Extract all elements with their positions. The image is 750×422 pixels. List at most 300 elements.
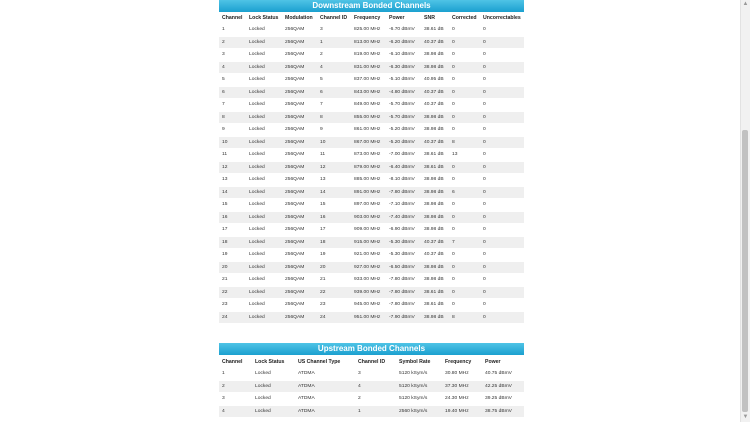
table-cell: 0	[449, 211, 480, 224]
table-cell: 7	[317, 99, 351, 112]
scroll-up-arrow-icon[interactable]: ▲	[742, 1, 749, 7]
table-cell: 0	[480, 36, 524, 49]
upstream-body	[219, 368, 524, 418]
table-cell: 945.00 MHz	[351, 299, 386, 312]
table-row	[219, 236, 524, 249]
table-cell: -7.80 dBmV	[386, 274, 421, 287]
table-cell: 1	[219, 368, 252, 380]
table-cell: 7	[219, 99, 246, 112]
table-cell: 873.00 MHz	[351, 149, 386, 162]
table-cell: Locked	[246, 99, 282, 112]
table-cell: 8	[317, 111, 351, 124]
table-cell: 0	[449, 199, 480, 212]
table-cell: 813.00 MHz	[351, 36, 386, 49]
table-cell: 256QAM	[282, 24, 317, 36]
table-cell: 256QAM	[282, 111, 317, 124]
table-cell: 0	[449, 261, 480, 274]
table-cell: 19.40 MHz	[442, 405, 482, 418]
table-cell: 2	[355, 393, 396, 406]
table-cell: -5.20 dBmV	[386, 124, 421, 137]
table-cell: 42.25 dBmV	[482, 380, 524, 393]
table-cell: 909.00 MHz	[351, 224, 386, 237]
table-cell: 30.80 MHz	[442, 368, 482, 380]
table-cell: 256QAM	[282, 61, 317, 74]
table-cell: 19	[317, 249, 351, 262]
table-row	[219, 199, 524, 212]
table-cell: 0	[449, 49, 480, 62]
table-cell: 40.75 dBmV	[482, 368, 524, 380]
table-cell: 256QAM	[282, 186, 317, 199]
table-cell: 38.98 dB	[421, 211, 449, 224]
table-cell: 1	[317, 36, 351, 49]
table-cell: 256QAM	[282, 49, 317, 62]
table-cell: 256QAM	[282, 149, 317, 162]
table-cell: 15	[317, 199, 351, 212]
table-cell: 0	[480, 274, 524, 287]
table-cell: 22	[219, 286, 246, 299]
table-cell: 0	[480, 24, 524, 36]
table-cell: 0	[449, 36, 480, 49]
table-cell: 849.00 MHz	[351, 99, 386, 112]
table-row	[219, 149, 524, 162]
table-row	[219, 99, 524, 112]
table-row	[219, 124, 524, 137]
table-cell: 897.00 MHz	[351, 199, 386, 212]
table-cell: -8.10 dBmV	[386, 174, 421, 187]
table-cell: 38.61 dB	[421, 24, 449, 36]
table-cell: 256QAM	[282, 174, 317, 187]
ds-column-header: Power	[386, 12, 421, 24]
table-cell: 18	[317, 236, 351, 249]
table-row	[219, 24, 524, 36]
table-cell: 256QAM	[282, 286, 317, 299]
us-column-header: Channel	[219, 355, 252, 368]
table-cell: 256QAM	[282, 311, 317, 324]
us-column-header: US Channel Type	[295, 355, 355, 368]
table-cell: 12	[317, 161, 351, 174]
table-cell: 256QAM	[282, 299, 317, 312]
table-cell: 0	[449, 224, 480, 237]
table-cell: 8	[449, 136, 480, 149]
us-column-header: Symbol Rate	[396, 355, 442, 368]
table-cell: -5.10 dBmV	[386, 74, 421, 87]
table-row	[219, 136, 524, 149]
table-cell: 16	[317, 211, 351, 224]
table-cell: 8	[219, 111, 246, 124]
table-row	[219, 224, 524, 237]
table-cell: 0	[480, 261, 524, 274]
table-cell: 40.95 dB	[421, 74, 449, 87]
table-cell: 8	[449, 311, 480, 324]
table-cell: 256QAM	[282, 199, 317, 212]
table-cell: 0	[480, 99, 524, 112]
table-cell: 2	[219, 36, 246, 49]
table-cell: 38.61 dB	[421, 299, 449, 312]
table-cell: 825.00 MHz	[351, 24, 386, 36]
table-row	[219, 211, 524, 224]
table-cell: 40.37 dB	[421, 249, 449, 262]
table-cell: 0	[449, 286, 480, 299]
table-cell: 933.00 MHz	[351, 274, 386, 287]
table-cell: 38.98 dB	[421, 174, 449, 187]
table-cell: Locked	[252, 393, 295, 406]
table-cell: 11	[219, 149, 246, 162]
ds-column-header: Uncorrectables	[480, 12, 524, 24]
table-cell: 256QAM	[282, 99, 317, 112]
table-cell: 38.98 dB	[421, 124, 449, 137]
table-cell: 0	[480, 249, 524, 262]
table-cell: 40.37 dB	[421, 136, 449, 149]
table-cell: Locked	[246, 161, 282, 174]
table-cell: 4	[355, 380, 396, 393]
table-cell: 256QAM	[282, 124, 317, 137]
table-cell: Locked	[252, 405, 295, 418]
table-cell: 885.00 MHz	[351, 174, 386, 187]
table-cell: -7.00 dBmV	[386, 149, 421, 162]
table-cell: 831.00 MHz	[351, 61, 386, 74]
table-cell: 11	[317, 149, 351, 162]
table-cell: Locked	[246, 49, 282, 62]
table-cell: 12	[219, 161, 246, 174]
table-cell: 13	[449, 149, 480, 162]
table-cell: 38.61 dB	[421, 286, 449, 299]
table-cell: 256QAM	[282, 224, 317, 237]
table-cell: 15	[219, 199, 246, 212]
table-cell: 14	[317, 186, 351, 199]
us-column-header: Frequency	[442, 355, 482, 368]
table-cell: 951.00 MHz	[351, 311, 386, 324]
table-cell: 38.98 dB	[421, 111, 449, 124]
table-cell: 2560 kSym/s	[396, 405, 442, 418]
table-cell: -6.20 dBmV	[386, 36, 421, 49]
table-cell: Locked	[246, 236, 282, 249]
table-cell: 256QAM	[282, 136, 317, 149]
table-cell: -6.50 dBmV	[386, 261, 421, 274]
table-cell: -5.70 dBmV	[386, 111, 421, 124]
table-row	[219, 186, 524, 199]
table-cell: 256QAM	[282, 36, 317, 49]
table-cell: Locked	[246, 261, 282, 274]
table-cell: 4	[219, 61, 246, 74]
table-cell: 0	[480, 199, 524, 212]
table-cell: 256QAM	[282, 249, 317, 262]
table-cell: 0	[480, 299, 524, 312]
table-row	[219, 311, 524, 324]
table-cell: 0	[480, 161, 524, 174]
table-cell: 10	[219, 136, 246, 149]
table-row	[219, 161, 524, 174]
table-cell: 0	[449, 99, 480, 112]
table-cell: 21	[219, 274, 246, 287]
table-cell: 38.98 dB	[421, 49, 449, 62]
ds-column-header: Lock Status	[246, 12, 282, 24]
table-cell: 38.98 dB	[421, 261, 449, 274]
table-cell: 38.61 dB	[421, 161, 449, 174]
table-cell: 38.75 dBmV	[482, 405, 524, 418]
ds-column-header: SNR	[421, 12, 449, 24]
table-cell: 0	[449, 124, 480, 137]
table-cell: 5120 kSym/s	[396, 393, 442, 406]
table-cell: 1	[219, 24, 246, 36]
table-cell: 23	[317, 299, 351, 312]
table-cell: 40.37 dB	[421, 99, 449, 112]
vertical-scrollbar[interactable]	[740, 0, 750, 422]
table-cell: Locked	[246, 111, 282, 124]
table-cell: -7.90 dBmV	[386, 311, 421, 324]
table-cell: 38.98 dB	[421, 61, 449, 74]
table-cell: 256QAM	[282, 274, 317, 287]
table-cell: Locked	[246, 24, 282, 36]
table-cell: 256QAM	[282, 236, 317, 249]
table-cell: 17	[317, 224, 351, 237]
table-cell: 0	[480, 186, 524, 199]
table-cell: 23	[219, 299, 246, 312]
ds-column-header: Channel	[219, 12, 246, 24]
table-row	[219, 61, 524, 74]
table-cell: Locked	[246, 74, 282, 87]
table-cell: Locked	[246, 211, 282, 224]
table-row	[219, 368, 524, 380]
table-cell: 256QAM	[282, 86, 317, 99]
table-cell: 0	[449, 86, 480, 99]
table-cell: 3	[317, 24, 351, 36]
table-cell: 6	[317, 86, 351, 99]
upstream-header-row	[219, 355, 524, 368]
table-cell: -7.80 dBmV	[386, 286, 421, 299]
table-cell: 903.00 MHz	[351, 211, 386, 224]
table-cell: 0	[480, 111, 524, 124]
table-cell: -7.80 dBmV	[386, 186, 421, 199]
table-cell: 10	[317, 136, 351, 149]
table-cell: 6	[449, 186, 480, 199]
table-cell: -6.90 dBmV	[386, 224, 421, 237]
table-cell: 38.98 dB	[421, 199, 449, 212]
table-cell: 22	[317, 286, 351, 299]
table-cell: Locked	[246, 224, 282, 237]
table-row	[219, 405, 524, 418]
table-cell: -6.30 dBmV	[386, 61, 421, 74]
table-cell: 13	[219, 174, 246, 187]
table-cell: 855.00 MHz	[351, 111, 386, 124]
table-cell: -5.20 dBmV	[386, 136, 421, 149]
table-row	[219, 380, 524, 393]
table-cell: 0	[480, 124, 524, 137]
ds-column-header: Frequency	[351, 12, 386, 24]
table-cell: Locked	[246, 299, 282, 312]
table-cell: Locked	[246, 174, 282, 187]
table-cell: 4	[317, 61, 351, 74]
table-row	[219, 174, 524, 187]
table-cell: 915.00 MHz	[351, 236, 386, 249]
table-cell: Locked	[246, 124, 282, 137]
table-cell: 0	[449, 299, 480, 312]
table-cell: 37.30 MHz	[442, 380, 482, 393]
table-cell: 927.00 MHz	[351, 261, 386, 274]
table-cell: 0	[480, 286, 524, 299]
table-row	[219, 393, 524, 406]
table-row	[219, 49, 524, 62]
table-cell: 24.30 MHz	[442, 393, 482, 406]
table-cell: Locked	[246, 136, 282, 149]
downstream-body	[219, 24, 524, 324]
table-cell: Locked	[246, 36, 282, 49]
table-cell: ATDMA	[295, 368, 355, 380]
table-cell: 2	[317, 49, 351, 62]
table-cell: Locked	[246, 286, 282, 299]
table-cell: ATDMA	[295, 405, 355, 418]
table-cell: Locked	[246, 149, 282, 162]
table-cell: -4.80 dBmV	[386, 86, 421, 99]
table-cell: 14	[219, 186, 246, 199]
table-cell: 24	[317, 311, 351, 324]
table-row	[219, 261, 524, 274]
downstream-header-row	[219, 12, 524, 24]
scrollbar-thumb[interactable]	[742, 130, 748, 412]
table-cell: 6	[219, 86, 246, 99]
table-cell: ATDMA	[295, 380, 355, 393]
table-cell: 891.00 MHz	[351, 186, 386, 199]
ds-column-header: Modulation	[282, 12, 317, 24]
ds-column-header: Corrected	[449, 12, 480, 24]
table-cell: 9	[219, 124, 246, 137]
table-row	[219, 249, 524, 262]
table-cell: Locked	[246, 186, 282, 199]
table-cell: Locked	[252, 368, 295, 380]
table-cell: -6.40 dBmV	[386, 161, 421, 174]
table-cell: 843.00 MHz	[351, 86, 386, 99]
table-cell: 256QAM	[282, 74, 317, 87]
table-cell: 861.00 MHz	[351, 124, 386, 137]
table-cell: 17	[219, 224, 246, 237]
table-cell: -7.40 dBmV	[386, 211, 421, 224]
table-cell: 40.37 dB	[421, 86, 449, 99]
table-cell: Locked	[246, 199, 282, 212]
upstream-table	[219, 355, 524, 418]
table-cell: 1	[355, 405, 396, 418]
table-cell: 0	[480, 211, 524, 224]
table-row	[219, 274, 524, 287]
table-cell: 40.37 dB	[421, 36, 449, 49]
table-cell: -5.70 dBmV	[386, 99, 421, 112]
table-cell: 39.25 dBmV	[482, 393, 524, 406]
table-cell: 38.98 dB	[421, 274, 449, 287]
table-cell: 0	[480, 86, 524, 99]
table-cell: 939.00 MHz	[351, 286, 386, 299]
table-cell: 2	[219, 380, 252, 393]
upstream-title: Upstream Bonded Channels	[219, 343, 524, 355]
table-cell: 256QAM	[282, 261, 317, 274]
table-cell: 0	[480, 136, 524, 149]
downstream-table	[219, 12, 524, 324]
table-cell: 24	[219, 311, 246, 324]
table-cell: 5	[317, 74, 351, 87]
table-cell: 0	[449, 274, 480, 287]
table-cell: 3	[219, 49, 246, 62]
table-cell: ATDMA	[295, 393, 355, 406]
us-column-header: Channel ID	[355, 355, 396, 368]
table-cell: 5120 kSym/s	[396, 368, 442, 380]
table-cell: 9	[317, 124, 351, 137]
table-cell: 0	[480, 224, 524, 237]
table-cell: 18	[219, 236, 246, 249]
table-cell: 3	[355, 368, 396, 380]
table-cell: 13	[317, 174, 351, 187]
table-cell: -5.30 dBmV	[386, 249, 421, 262]
table-cell: Locked	[246, 311, 282, 324]
downstream-title: Downstream Bonded Channels	[219, 0, 524, 12]
table-cell: 0	[480, 49, 524, 62]
table-cell: 0	[480, 236, 524, 249]
table-row	[219, 74, 524, 87]
table-cell: 5	[219, 74, 246, 87]
table-cell: 921.00 MHz	[351, 249, 386, 262]
table-cell: 38.61 dB	[421, 149, 449, 162]
table-cell: Locked	[252, 380, 295, 393]
table-cell: 837.00 MHz	[351, 74, 386, 87]
table-row	[219, 111, 524, 124]
table-cell: 867.00 MHz	[351, 136, 386, 149]
table-cell: -7.10 dBmV	[386, 199, 421, 212]
us-column-header: Power	[482, 355, 524, 368]
scroll-down-arrow-icon[interactable]: ▼	[742, 414, 749, 420]
table-cell: 5120 kSym/s	[396, 380, 442, 393]
ds-column-header: Channel ID	[317, 12, 351, 24]
table-cell: 40.37 dB	[421, 236, 449, 249]
table-cell: Locked	[246, 86, 282, 99]
table-cell: Locked	[246, 249, 282, 262]
table-cell: 7	[449, 236, 480, 249]
table-cell: 0	[449, 61, 480, 74]
table-row	[219, 86, 524, 99]
downstream-panel	[219, 0, 524, 324]
table-row	[219, 299, 524, 312]
table-cell: 3	[219, 393, 252, 406]
table-cell: 38.98 dB	[421, 224, 449, 237]
table-cell: 38.98 dB	[421, 186, 449, 199]
table-cell: 20	[219, 261, 246, 274]
table-cell: 38.98 dB	[421, 311, 449, 324]
table-cell: 0	[449, 249, 480, 262]
table-cell: 20	[317, 261, 351, 274]
table-cell: 256QAM	[282, 211, 317, 224]
table-cell: 0	[449, 161, 480, 174]
table-cell: 819.00 MHz	[351, 49, 386, 62]
us-column-header: Lock Status	[252, 355, 295, 368]
table-cell: 0	[480, 61, 524, 74]
table-cell: 0	[480, 311, 524, 324]
table-row	[219, 286, 524, 299]
table-cell: 0	[449, 111, 480, 124]
table-cell: 21	[317, 274, 351, 287]
table-cell: 4	[219, 405, 252, 418]
upstream-panel	[219, 343, 524, 418]
table-row	[219, 36, 524, 49]
table-cell: Locked	[246, 61, 282, 74]
table-cell: 0	[449, 174, 480, 187]
table-cell: 0	[449, 74, 480, 87]
table-cell: 0	[480, 149, 524, 162]
table-cell: 0	[480, 174, 524, 187]
table-cell: 16	[219, 211, 246, 224]
table-cell: -6.70 dBmV	[386, 24, 421, 36]
table-cell: Locked	[246, 274, 282, 287]
table-cell: 19	[219, 249, 246, 262]
table-cell: -6.10 dBmV	[386, 49, 421, 62]
table-cell: 879.00 MHz	[351, 161, 386, 174]
table-cell: 256QAM	[282, 161, 317, 174]
table-cell: -5.30 dBmV	[386, 236, 421, 249]
table-cell: 0	[449, 24, 480, 36]
